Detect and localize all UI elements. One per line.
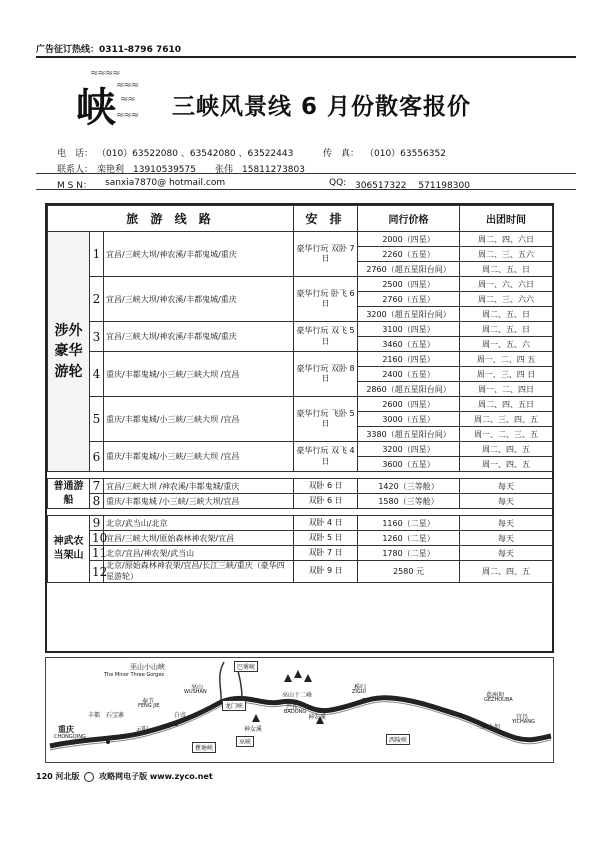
footer-text: 攻略网电子版 www.zyco.net (99, 772, 213, 781)
phone-label: 电 话： (57, 149, 94, 159)
price-cell: 2760（超五星阳台间） (358, 262, 460, 277)
price-cell: 2000（四星） (358, 232, 460, 247)
map-label-fengjie: 奉节 (142, 698, 155, 705)
table-row (48, 277, 553, 292)
route-description: 宜昌/三峡大坝/神农溪/丰都鬼城/重庆 (104, 232, 294, 277)
departure-cell: 周一、四、五 (460, 457, 553, 472)
map-label-badong: 巴东 (286, 704, 299, 711)
map-label-wushan-en: WUSHAN (184, 689, 207, 695)
hotline: 广告征订热线：0311-8796 7610 (36, 45, 182, 55)
price-cell: 2160（四星） (358, 352, 460, 367)
price-cell: 2400（五星） (358, 367, 460, 382)
route-plan: 豪华行玩 双卧 8 日 (294, 352, 358, 397)
route-plan: 双卧 5 日 (294, 531, 358, 546)
page-number: 120 (36, 772, 53, 781)
gap-cell (48, 472, 553, 479)
table-row (48, 479, 553, 494)
price-cell: 1580（三等舱） (358, 494, 460, 509)
table-row (48, 531, 553, 546)
qq-label: QQ: (329, 178, 347, 188)
map-label-yichang-en: YICHANG (512, 719, 535, 725)
map-label-small-gorges-en: The Minor Three Gorges (104, 672, 165, 678)
fax-value: （010）63556352 (365, 149, 446, 159)
map-label-small-gorges: 巫山小山峡 (130, 663, 165, 671)
header-plan: 安 排 (294, 206, 358, 232)
departure-cell: 周二、五、日 (460, 322, 553, 337)
route-plan: 双卧 4 日 (294, 516, 358, 531)
msn-value: sanxia7870@ hotmail.com (105, 178, 226, 188)
departure-cell: 周二、五、日 (460, 262, 553, 277)
price-cell: 3200（四星） (358, 442, 460, 457)
logo-character: 峡 (76, 84, 116, 131)
table-header-row (48, 206, 553, 232)
departure-cell: 周一、三、四 日 (460, 367, 553, 382)
map-label-chongqing-en: CHONGQING (54, 734, 86, 740)
footer-logo-icon (84, 772, 94, 782)
logo-swirl: ≈≈≈ (116, 110, 139, 121)
route-description: 北京/武当山/北京 (104, 516, 294, 531)
section-gap (48, 472, 553, 479)
price-cell: 1420（三等舱） (358, 479, 460, 494)
route-number: 9 (90, 516, 104, 531)
price-cell: 2760（五星） (358, 292, 460, 307)
map-label-wushan-12-peaks: 巫山十二峰 (282, 692, 313, 699)
route-number: 12 (90, 561, 104, 583)
map-label-gezhouba-en: GEZHOUBA (484, 697, 513, 703)
map-label-shenong: 神农溪 (308, 714, 327, 721)
map-label-baidi: 白帝 (174, 712, 187, 719)
table-row (48, 546, 553, 561)
fax-label: 传 真： (323, 149, 360, 159)
table-row (48, 561, 553, 583)
route-description: 重庆/丰都鬼城 /小三峡/三峡大坝/宜昌 (104, 494, 294, 509)
map-label-shibaozhai: 石宝寨 (106, 712, 125, 719)
msn-label: M S N： (57, 181, 92, 191)
route-plan: 双卧 7 日 (294, 546, 358, 561)
route-plan: 豪华行玩 双飞 4 日 (294, 442, 358, 472)
route-description: 宜昌/三峡大坝 /神农溪/丰都鬼城/重庆 (104, 479, 294, 494)
departure-cell: 每天 (460, 494, 553, 509)
phone-value: （010）63522080 、63542080 、63522443 (97, 149, 294, 159)
table-row (48, 397, 553, 412)
gap-cell (48, 509, 553, 516)
map-label-zigui-en: ZIGUI (352, 689, 366, 695)
contact-divider (36, 173, 576, 174)
departure-cell: 每天 (460, 516, 553, 531)
route-description: 北京/宜昌/神农架/武当山 (104, 546, 294, 561)
departure-cell: 周一、五、六 (460, 337, 553, 352)
contact-divider (36, 189, 576, 190)
price-cell: 2600（四星） (358, 397, 460, 412)
route-description: 宜昌/三峡大坝/神农溪/丰都鬼城/重庆 (104, 277, 294, 322)
header-departure: 出团时间 (460, 206, 553, 232)
price-cell: 3200（超五星阳台间） (358, 307, 460, 322)
route-description: 宜昌/三峡大坝/原始森林神农架/宜昌 (104, 531, 294, 546)
price-cell: 3380（超五星阳台间） (358, 427, 460, 442)
route-number: 2 (90, 277, 104, 322)
person-2: 张伟 15811273803 (215, 165, 305, 175)
map-label-yichang: 宜昌 (516, 714, 529, 721)
table-row (48, 516, 553, 531)
header-route: 旅 游 线 路 (48, 206, 294, 232)
route-plan: 豪华行玩 双卧 7 日 (294, 232, 358, 277)
header-price: 同行价格 (358, 206, 460, 232)
price-cell: 3100（四星） (358, 322, 460, 337)
departure-cell: 周二、三、五六 (460, 247, 553, 262)
departure-cell: 周二、五、日 (460, 307, 553, 322)
route-plan: 豪华行玩 卧飞 6 日 (294, 277, 358, 322)
route-description: 重庆/丰都鬼城/小三峡/三峡大坝 /宜昌 (104, 442, 294, 472)
price-cell: 3460（五星） (358, 337, 460, 352)
footer-edition: 河北版 (55, 772, 80, 781)
departure-cell: 周二、三、四、五 (460, 412, 553, 427)
route-number: 10 (90, 531, 104, 546)
section-gap (48, 509, 553, 516)
table-row (48, 352, 553, 367)
price-cell: 2860（超五星阳台间） (358, 382, 460, 397)
map-label-sanxia-dam: 三峡大坝 (476, 724, 501, 731)
logo-swirl: ≈≈ (120, 94, 135, 105)
map-label-zigui: 秭归 (354, 684, 367, 691)
departure-cell: 周二、四、六日 (460, 232, 553, 247)
top-rule (36, 56, 576, 58)
route-description: 重庆/丰都鬼城/小三峡/三峡大坝 /宜昌 (104, 352, 294, 397)
logo (72, 68, 142, 134)
departure-cell: 周一、二、四 五 (460, 352, 553, 367)
map-label-chongqing: 重庆 (58, 725, 74, 734)
route-number: 4 (90, 352, 104, 397)
route-description: 宜昌/三峡大坝/神农溪/丰都鬼城/重庆 (104, 322, 294, 352)
departure-cell: 周一、二、四日 (460, 382, 553, 397)
qq-value: 306517322 571198300 (355, 181, 470, 191)
map-label-fengdu: 丰都 (88, 712, 101, 719)
map-box-badao-gorge: 巴雾峡 (234, 661, 258, 672)
table-row (48, 322, 553, 337)
route-plan: 双卧 6 日 (294, 479, 358, 494)
price-cell: 1260（二星） (358, 531, 460, 546)
category-luxury-cruise: 涉外豪华游轮 (48, 232, 90, 472)
person-1: 栾艳利 13910539575 (97, 165, 196, 175)
departure-cell: 每天 (460, 479, 553, 494)
route-description: 北京/原始森林神农架/宜昌/长江三峡/重庆（豪华四星游轮） (104, 561, 294, 583)
table-row (48, 442, 553, 457)
route-description: 重庆/丰都鬼城/小三峡/三峡大坝 /宜昌 (104, 397, 294, 442)
departure-cell: 周二、四、五日 (460, 397, 553, 412)
route-number: 7 (90, 479, 104, 494)
map-label-yunyang: 云阳 (136, 726, 149, 733)
price-cell: 1160（二星） (358, 516, 460, 531)
route-number: 5 (90, 397, 104, 442)
route-number: 6 (90, 442, 104, 472)
price-cell: 3600（五星） (358, 457, 460, 472)
page-title: 三峡风景线 6 月份散客报价 (172, 94, 472, 120)
map-box-wu-gorge: 巫峡 (236, 736, 254, 747)
departure-cell: 每天 (460, 546, 553, 561)
price-table (47, 205, 553, 583)
map-box-longmen-gorge: 龙门峡 (222, 700, 246, 711)
departure-cell: 周一、二、三、五 (460, 427, 553, 442)
table-row (48, 494, 553, 509)
category-shenwu: 神武农当架山 (48, 516, 90, 583)
map-label-shennvxi: 神女溪 (244, 726, 263, 733)
route-plan: 双卧 6 日 (294, 494, 358, 509)
person-label: 联系人： (57, 165, 94, 175)
route-number: 11 (90, 546, 104, 561)
map-label-fengjie-en: FENG JIE (138, 703, 160, 709)
route-plan: 双卧 9 日 (294, 561, 358, 583)
departure-cell: 周二、四、五 (460, 442, 553, 457)
map-box-qutang-gorge: 瞿塘峡 (192, 742, 216, 753)
price-cell: 2580 元 (358, 561, 460, 583)
departure-cell: 周一、六、六日 (460, 277, 553, 292)
route-number: 1 (90, 232, 104, 277)
price-cell: 1780（二星） (358, 546, 460, 561)
route-number: 8 (90, 494, 104, 509)
footer (36, 771, 213, 782)
category-regular-boat: 普通游船 (48, 479, 90, 509)
price-cell: 3000（五星） (358, 412, 460, 427)
route-number: 3 (90, 322, 104, 352)
table-body (48, 232, 553, 583)
departure-cell: 周二、四、五 (460, 561, 553, 583)
map-label-wushan: 巫山 (191, 684, 204, 691)
route-plan: 豪华行玩 双飞 5 日 (294, 322, 358, 352)
map-box-xiling-gorge: 西陵峡 (386, 734, 410, 745)
departure-cell: 周二、三、六六 (460, 292, 553, 307)
price-cell: 2260（五星） (358, 247, 460, 262)
logo-swirl: ≈≈≈ (116, 80, 139, 91)
table-row (48, 232, 553, 247)
map-label-gezhouba: 葛洲坝 (486, 692, 505, 699)
logo-swirl: ≈≈≈≈ (90, 68, 120, 79)
map-label-badong-en: BADONG (284, 709, 307, 715)
price-cell: 2500（四星） (358, 277, 460, 292)
departure-cell: 每天 (460, 531, 553, 546)
route-plan: 豪华行玩 飞卧 5 日 (294, 397, 358, 442)
price-table-frame (45, 203, 554, 653)
route-map (45, 657, 554, 763)
